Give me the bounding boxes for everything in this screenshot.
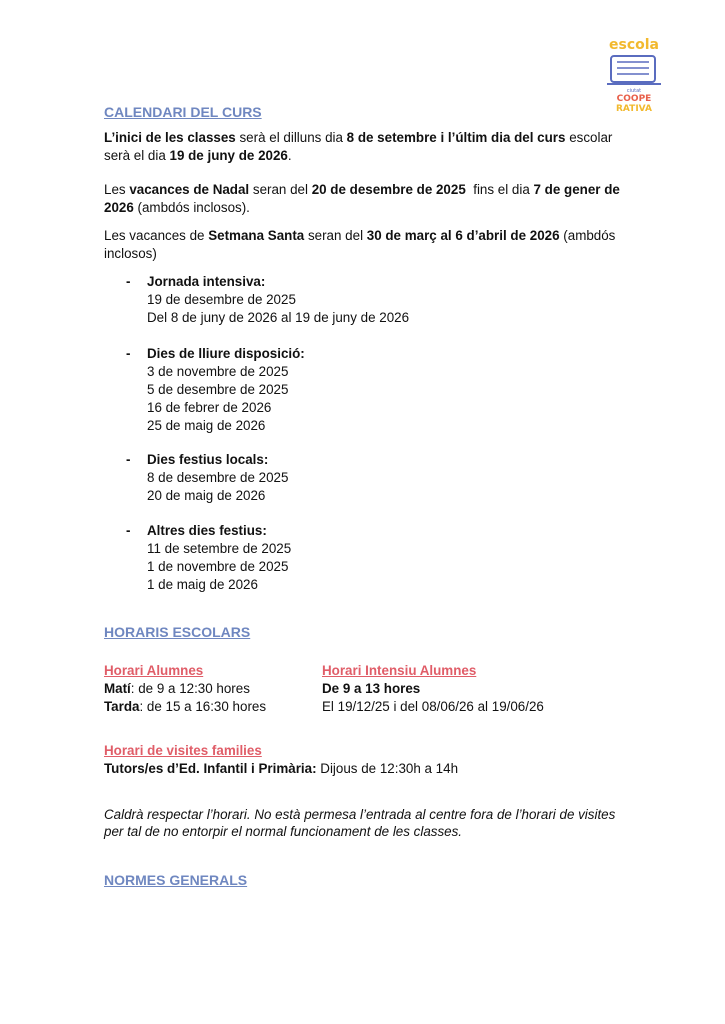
list-dash: -: [126, 452, 131, 467]
subheading: Horari Intensiu Alumnes: [322, 663, 477, 678]
list-item: 25 de maig de 2026: [147, 418, 266, 433]
text: Les vacances de: [104, 228, 209, 243]
text: Setmana Santa: [208, 228, 305, 243]
text: Matí: [104, 681, 131, 696]
text: 30 de març al 6 d’abril de 2026: [366, 228, 560, 243]
text: Dijous de 12:30h a 14h: [316, 761, 459, 776]
subheading: Horari de visites families: [104, 743, 262, 758]
list-item: 5 de desembre de 2025: [147, 382, 289, 397]
text: Les: [104, 182, 130, 197]
list-item: 19 de desembre de 2025: [147, 292, 296, 307]
text: escolar serà el dia: [104, 130, 613, 163]
svg-text:COOPE: COOPE: [616, 94, 652, 104]
list-body: [147, 345, 305, 435]
text: L’inici de les classes: [104, 130, 236, 145]
tarda-line: [104, 698, 266, 716]
text: Tutors/es d’Ed. Infantil i Primària:: [104, 761, 317, 776]
list-item: 8 de desembre de 2025: [147, 470, 289, 485]
text: Tarda: [104, 699, 140, 714]
list-item: 1 de maig de 2026: [147, 577, 258, 592]
svg-text:escola: escola: [609, 37, 659, 53]
list-item: 20 de maig de 2026: [147, 488, 266, 503]
section-title-horaris: HORARIS ESCOLARS: [104, 624, 251, 640]
subheading: Horari Alumnes: [104, 663, 204, 678]
text: 20 de desembre de 2025: [311, 182, 466, 197]
text: fins el dia: [465, 182, 534, 197]
list-title: Dies festius locals:: [147, 452, 269, 467]
text: : de 15 a 16:30 hores: [139, 699, 267, 714]
list-title: Jornada intensiva:: [147, 274, 266, 289]
text: vacances de Nadal: [129, 182, 250, 197]
text: El 19/12/25 i del 08/06/26 al 19/06/26: [322, 699, 544, 714]
paragraph-course-dates: [104, 129, 624, 165]
list-item: 1 de novembre de 2025: [147, 559, 289, 574]
text: (ambdós inclosos).: [133, 200, 250, 215]
list-item: 16 de febrer de 2026: [147, 400, 272, 415]
section-title-calendari: CALENDARI DEL CURS: [104, 104, 262, 120]
text: (ambdós inclosos): [104, 228, 616, 261]
svg-text:ciutat: ciutat: [626, 88, 642, 94]
list-body: [147, 273, 409, 327]
mati-line: [104, 680, 266, 698]
list-dash: -: [126, 523, 131, 538]
text: serà el dilluns dia: [235, 130, 347, 145]
list-item: Del 8 de juny de 2026 al 19 de juny de 2026: [147, 310, 410, 325]
list-title: Altres dies festius:: [147, 523, 267, 538]
text: 7 de gener de 2026: [104, 182, 620, 215]
list-dash: -: [126, 346, 131, 361]
section-title-normes: NORMES GENERALS: [104, 872, 248, 888]
visites-note: Caldrà respectar l’horari. No està permesa l’entrada al centre fora de l’horari de visites per tal de no entorpir el normal funcionament de les classes.: [104, 807, 616, 839]
svg-text:RATIVA: RATIVA: [615, 104, 653, 112]
horari-intensiu: [322, 662, 544, 716]
text: .: [287, 148, 292, 163]
text: De 9 a 13 hores: [322, 681, 421, 696]
list-item: 11 de setembre de 2025: [147, 541, 292, 556]
list-item: 3 de novembre de 2025: [147, 364, 289, 379]
list-body: [147, 522, 291, 594]
list-body: [147, 451, 288, 505]
horari-alumnes: [104, 662, 266, 716]
paragraph-nadal: [104, 181, 624, 217]
text: 19 de juny de 2026: [169, 148, 288, 163]
list-title: Dies de lliure disposició:: [147, 346, 305, 361]
text: 8 de setembre i l’últim dia del curs: [346, 130, 566, 145]
text: seran del: [249, 182, 312, 197]
text: seran del: [304, 228, 367, 243]
school-logo: [603, 36, 665, 112]
list-dash: -: [126, 274, 131, 289]
paragraph-setmana-santa: [104, 227, 624, 263]
text: : de 9 a 12:30 hores: [130, 681, 250, 696]
horari-visites: [104, 742, 458, 778]
